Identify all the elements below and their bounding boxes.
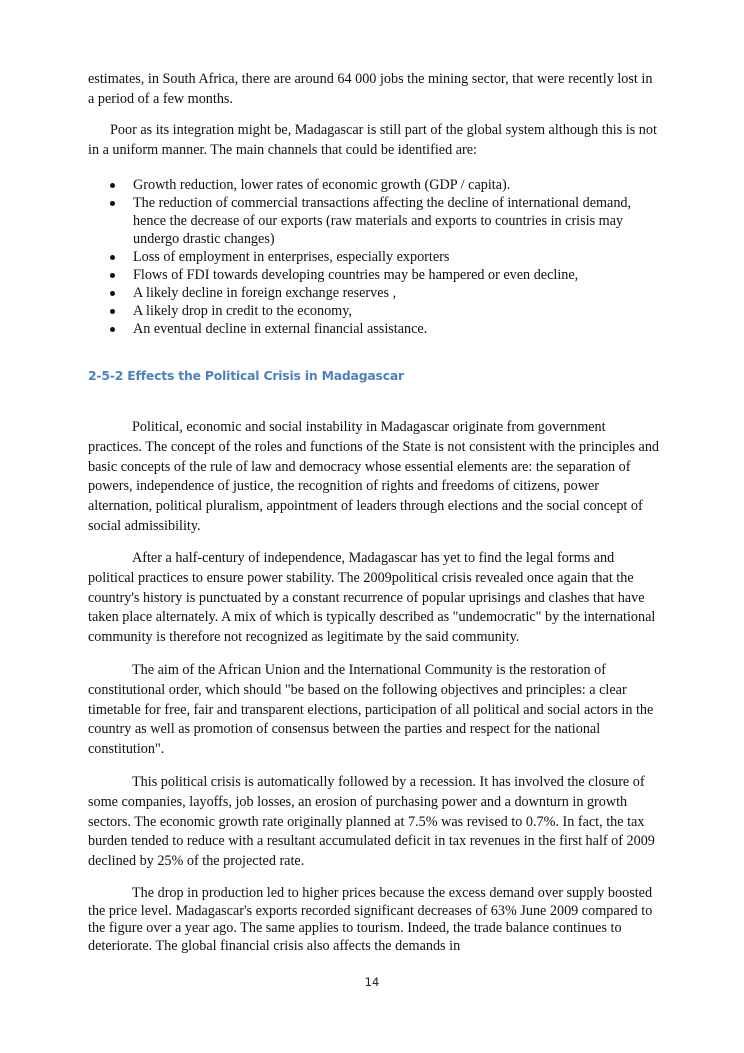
channels-bullet-list bbox=[104, 176, 660, 338]
bullet-icon bbox=[110, 183, 115, 188]
paragraph-african-union: The aim of the African Union and the International Community is the restoration of constitutional order, which should "be based on the following objectives and principles: a clear timetable for free, fair and transparent elections, participation of all political and social actors in the country as well as promotion of consensus between the parties and respect for the national constitution". bbox=[88, 662, 654, 758]
bullet-item: An eventual decline in external financial assistance. bbox=[104, 320, 660, 338]
bullet-icon bbox=[110, 255, 115, 260]
page-number: 14 bbox=[364, 975, 380, 989]
bullet-icon bbox=[110, 273, 115, 278]
bullet-item: Loss of employment in enterprises, especially exporters bbox=[104, 248, 660, 266]
bullet-icon bbox=[110, 327, 115, 332]
bullet-item: A likely decline in foreign exchange reserves , bbox=[104, 284, 660, 302]
paragraph-production-drop: The drop in production led to higher prices because the excess demand over supply boosted the price level. Madagascar's exports recorded significant decreases of 63% June 2009 compared to the figure over a year ago. The same applies to tourism. Indeed, the trade balance continues to deteriorate. The global financial crisis also affects the demands in bbox=[88, 885, 653, 954]
bullet-icon bbox=[110, 201, 115, 206]
paragraph-recession: This political crisis is automatically followed by a recession. It has involved the closure of some companies, layoffs, job losses, an erosion of purchasing power and a downturn in growth sectors. The economic growth rate originally planned at 7.5% was revised to 0.7%. In fact, the tax burden tended to reduce with a resultant accumulated deficit in tax revenues in the first half of 2009 declined by 25% of the projected rate. bbox=[88, 774, 655, 870]
bullet-icon bbox=[110, 309, 115, 314]
section-heading: 2-5-2 Effects the Political Crisis in Madagascar bbox=[88, 368, 404, 383]
paragraph-independence: After a half-century of independence, Madagascar has yet to find the legal forms and political practices to ensure power stability. The 2009political crisis revealed once again that the country's history is punctuated by a constant recurrence of popular uprisings and clashes that have taken place alternately. A mix of which is typically described as "undemocratic" by the international community is therefore not recognized as legitimate by the said community. bbox=[88, 550, 656, 646]
bullet-item: Flows of FDI towards developing countries may be hampered or even decline, bbox=[104, 266, 660, 284]
paragraph-mining-jobs: estimates, in South Africa, there are around 64 000 jobs the mining sector, that were recently lost in a period of a few months. bbox=[88, 71, 653, 107]
bullet-icon bbox=[110, 291, 115, 296]
paragraph-instability: Political, economic and social instability in Madagascar originate from government practices. The concept of the roles and functions of the State is not consistent with the principles and basic concepts of the rule of law and democracy whose essential elements are: the separation of powers, independence of justice, the recognition of rights and freedoms of citizens, power alternation, political pluralism, appointment of leaders through elections and the social concept of social admissibility. bbox=[88, 419, 660, 534]
bullet-item: A likely drop in credit to the economy, bbox=[104, 302, 660, 320]
paragraph-integration: Poor as its integration might be, Madagascar is still part of the global system although this is not in a uniform manner. The main channels that could be identified are: bbox=[88, 122, 657, 158]
bullet-item: The reduction of commercial transactions affecting the decline of international demand, hence the decrease of our exports (raw materials and exports to countries in crisis may undergo drastic changes) bbox=[104, 194, 660, 248]
bullet-item: Growth reduction, lower rates of economic growth (GDP / capita). bbox=[104, 176, 660, 194]
